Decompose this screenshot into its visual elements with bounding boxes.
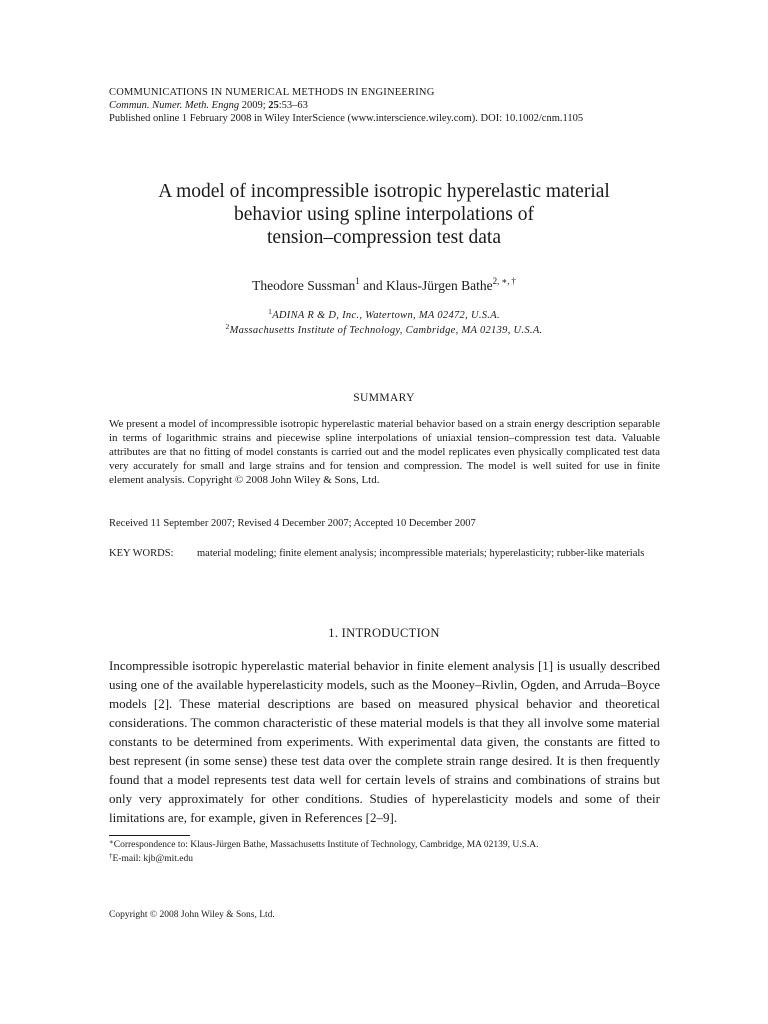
title-line-2: behavior using spline interpolations of [233, 204, 535, 225]
title-line-3: tension–compression test data [267, 227, 501, 248]
author-affiliation-mark: 2, ∗, † [492, 276, 516, 286]
footnotes [109, 838, 660, 866]
journal-header [109, 86, 669, 125]
footnote [109, 838, 660, 852]
footnote-divider [109, 835, 190, 836]
introduction-paragraph: Incompressible isotropic hyperelastic material behavior in finite element analysis [1] is usually described using one of the available hyperelasticity models, such as the Mooney–Rivlin, Ogden, and Arruda–Boyce models [2]. These material descriptions are based on measured physical behavior and theoretical considerations. The common characteristic of these material models is that they all involve some material constants to be determined from experiments. With experimental data given, the constants are fitted to best represent (in some sense) these test data over the complete strain range desired. It is then frequently found that a model represents test data well for certain levels of strains and combinations of strains but only very approximately for other conditions. Studies of hyperelasticity models and some of their limitations are, for example, given in References [2–9]. [109, 658, 660, 825]
author-name: Theodore Sussman [252, 278, 356, 293]
footnote [109, 852, 660, 866]
author-separator: and [359, 278, 386, 293]
affiliation-number: 1 [268, 307, 273, 316]
title-line-1: A model of incompressible isotropic hyperelastic material [158, 181, 610, 202]
footnote-mark: ∗ [109, 838, 114, 846]
affiliation-text: Massachusetts Institute of Technology, Cambridge, MA 02139, U.S.A. [229, 325, 543, 336]
author-affiliation-mark: 1 [355, 276, 360, 286]
submission-dates: Received 11 September 2007; Revised 4 December 2007; Accepted 10 December 2007 [109, 518, 476, 529]
affiliations [100, 308, 668, 338]
footnote-mark: † [109, 852, 113, 860]
footnote-text: Correspondence to: Klaus-Jürgen Bathe, Massachusetts Institute of Technology, Cambridge, MA 02139, U.S.A. [113, 840, 539, 850]
publication-info: Published online 1 February 2008 in Wiley InterScience (www.interscience.wiley.com). DOI: 10.1002/cnm.1105 [109, 113, 584, 124]
author-list [100, 278, 668, 294]
affiliation-line [100, 323, 668, 338]
citation-volume: 25 [268, 100, 279, 111]
affiliation-line [100, 308, 668, 323]
affiliation-text: ADINA R & D, Inc., Watertown, MA 02472, U.S.A. [272, 310, 500, 321]
citation-pages: :53–63 [278, 100, 308, 111]
author-name: Klaus-Jürgen Bathe [386, 278, 493, 293]
footnote-text: E-mail: kjb@mit.edu [112, 854, 194, 864]
journal-citation [109, 99, 669, 112]
affiliation-number: 2 [225, 322, 230, 331]
summary-abstract: We present a model of incompressible isotropic hyperelastic material behavior based on a strain energy description separable in terms of logarithmic strains and piecewise spline interpolations of uniaxial tension–compression test data. Valuable attributes are that no fitting of model constants is carried out and the model replicates even physically complicated test data very accurately for small and large strains and for tension and compression. The model is well suited for use in finite element analysis. Copyright © 2008 John Wiley & Sons, Ltd. [109, 418, 660, 486]
summary-heading: SUMMARY [353, 392, 415, 404]
copyright-notice: Copyright © 2008 John Wiley & Sons, Ltd. [109, 910, 275, 920]
paper-title [100, 180, 668, 249]
keywords-label: KEY WORDS: [109, 548, 174, 559]
keywords-text: material modeling; finite element analysis; incompressible materials; hyperelasticity; rubber-like materials [197, 548, 645, 559]
citation-year: 2009; [241, 100, 266, 111]
journal-name: COMMUNICATIONS IN NUMERICAL METHODS IN ENGINEERING [109, 87, 435, 98]
citation-prefix: Commun. Numer. Meth. Engng [109, 100, 240, 111]
section-heading: 1. INTRODUCTION [328, 626, 440, 640]
